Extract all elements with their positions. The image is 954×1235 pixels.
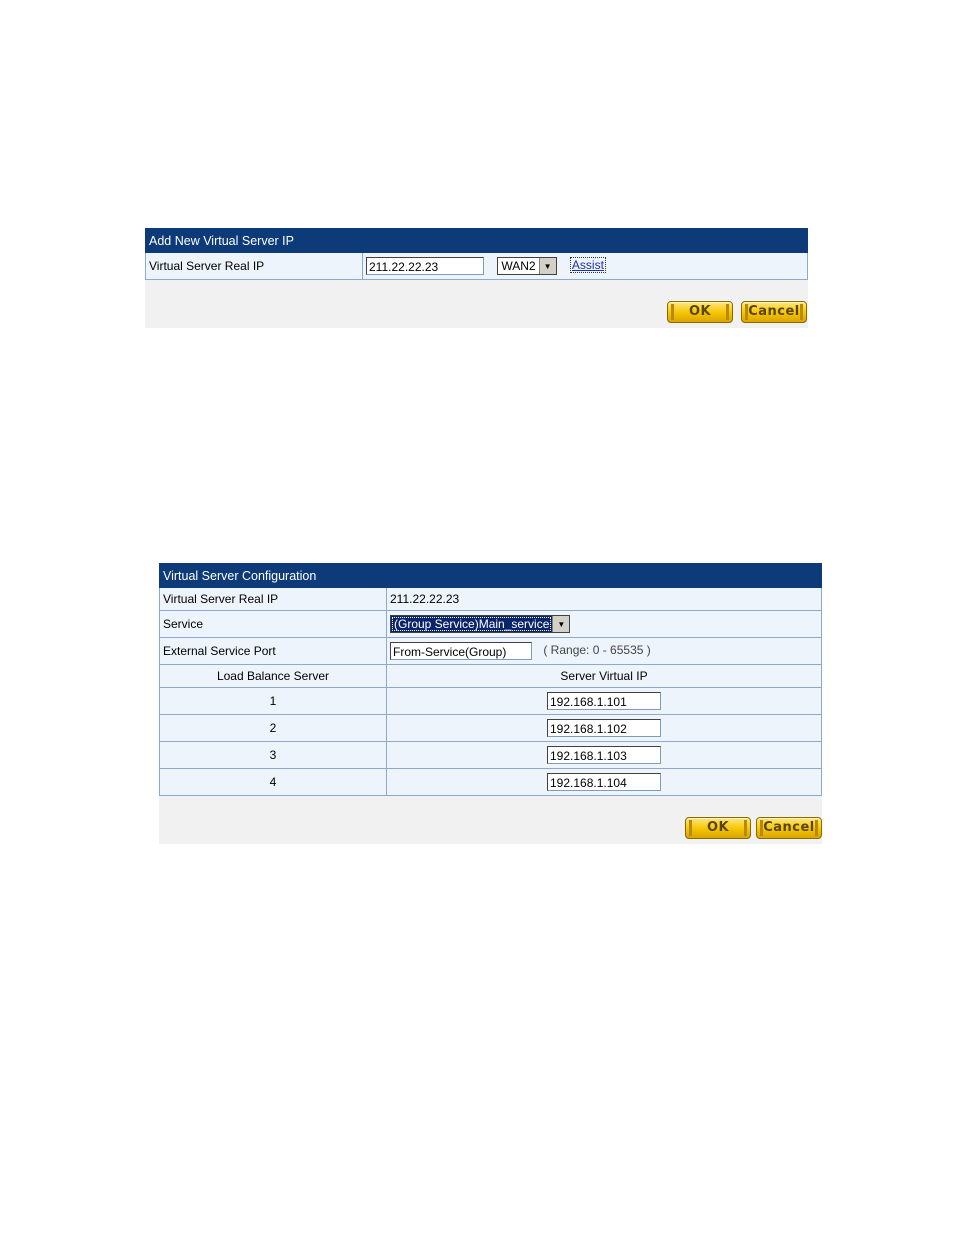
interface-select-value: WAN2 xyxy=(501,259,536,273)
port-range-hint: ( Range: 0 - 65535 ) xyxy=(543,643,651,658)
port-cell xyxy=(387,638,822,665)
server-number: 2 xyxy=(160,715,387,742)
chevron-down-icon[interactable]: ▼ xyxy=(539,258,556,274)
ok-button[interactable]: OK xyxy=(667,301,733,323)
service-select[interactable] xyxy=(390,615,570,633)
server-ip-input[interactable]: 192.168.1.102 xyxy=(547,719,661,737)
cancel-button[interactable]: Cancel xyxy=(741,301,807,323)
server-ip-cell xyxy=(387,742,822,769)
real-ip-label: Virtual Server Real IP xyxy=(160,588,387,611)
server-ip-input[interactable]: 192.168.1.101 xyxy=(547,692,661,710)
column-header-ip: Server Virtual IP xyxy=(387,665,822,688)
add-virtual-server-table xyxy=(145,228,808,280)
service-label: Service xyxy=(160,611,387,638)
panel-title: Add New Virtual Server IP xyxy=(146,229,808,253)
assist-link[interactable]: Assist xyxy=(571,258,604,273)
service-cell xyxy=(387,611,822,638)
column-header-server: Load Balance Server xyxy=(160,665,387,688)
ok-button[interactable]: OK xyxy=(685,817,751,839)
server-ip-cell xyxy=(387,688,822,715)
add-virtual-server-panel xyxy=(145,228,808,328)
external-port-input[interactable]: From-Service(Group) xyxy=(390,642,532,660)
real-ip-label: Virtual Server Real IP xyxy=(146,253,363,280)
panel-title: Virtual Server Configuration xyxy=(160,564,822,588)
server-ip-cell xyxy=(387,769,822,796)
server-number: 3 xyxy=(160,742,387,769)
table-row xyxy=(160,742,822,769)
table-row xyxy=(160,688,822,715)
server-number: 4 xyxy=(160,769,387,796)
server-ip-input[interactable]: 192.168.1.103 xyxy=(547,746,661,764)
chevron-down-icon[interactable]: ▼ xyxy=(552,616,569,632)
real-ip-value: 211.22.22.23 xyxy=(387,588,822,611)
interface-select[interactable] xyxy=(497,257,556,275)
real-ip-cell xyxy=(363,253,808,280)
real-ip-input[interactable]: 211.22.22.23 xyxy=(366,257,484,275)
service-select-value: (Group Service)Main_service xyxy=(391,616,552,632)
virtual-server-config-table xyxy=(159,563,822,796)
port-label: External Service Port xyxy=(160,638,387,665)
virtual-server-config-panel xyxy=(159,563,822,844)
server-ip-cell xyxy=(387,715,822,742)
table-row xyxy=(160,715,822,742)
cancel-button[interactable]: Cancel xyxy=(756,817,822,839)
server-number: 1 xyxy=(160,688,387,715)
server-ip-input[interactable]: 192.168.1.104 xyxy=(547,773,661,791)
table-row xyxy=(160,769,822,796)
